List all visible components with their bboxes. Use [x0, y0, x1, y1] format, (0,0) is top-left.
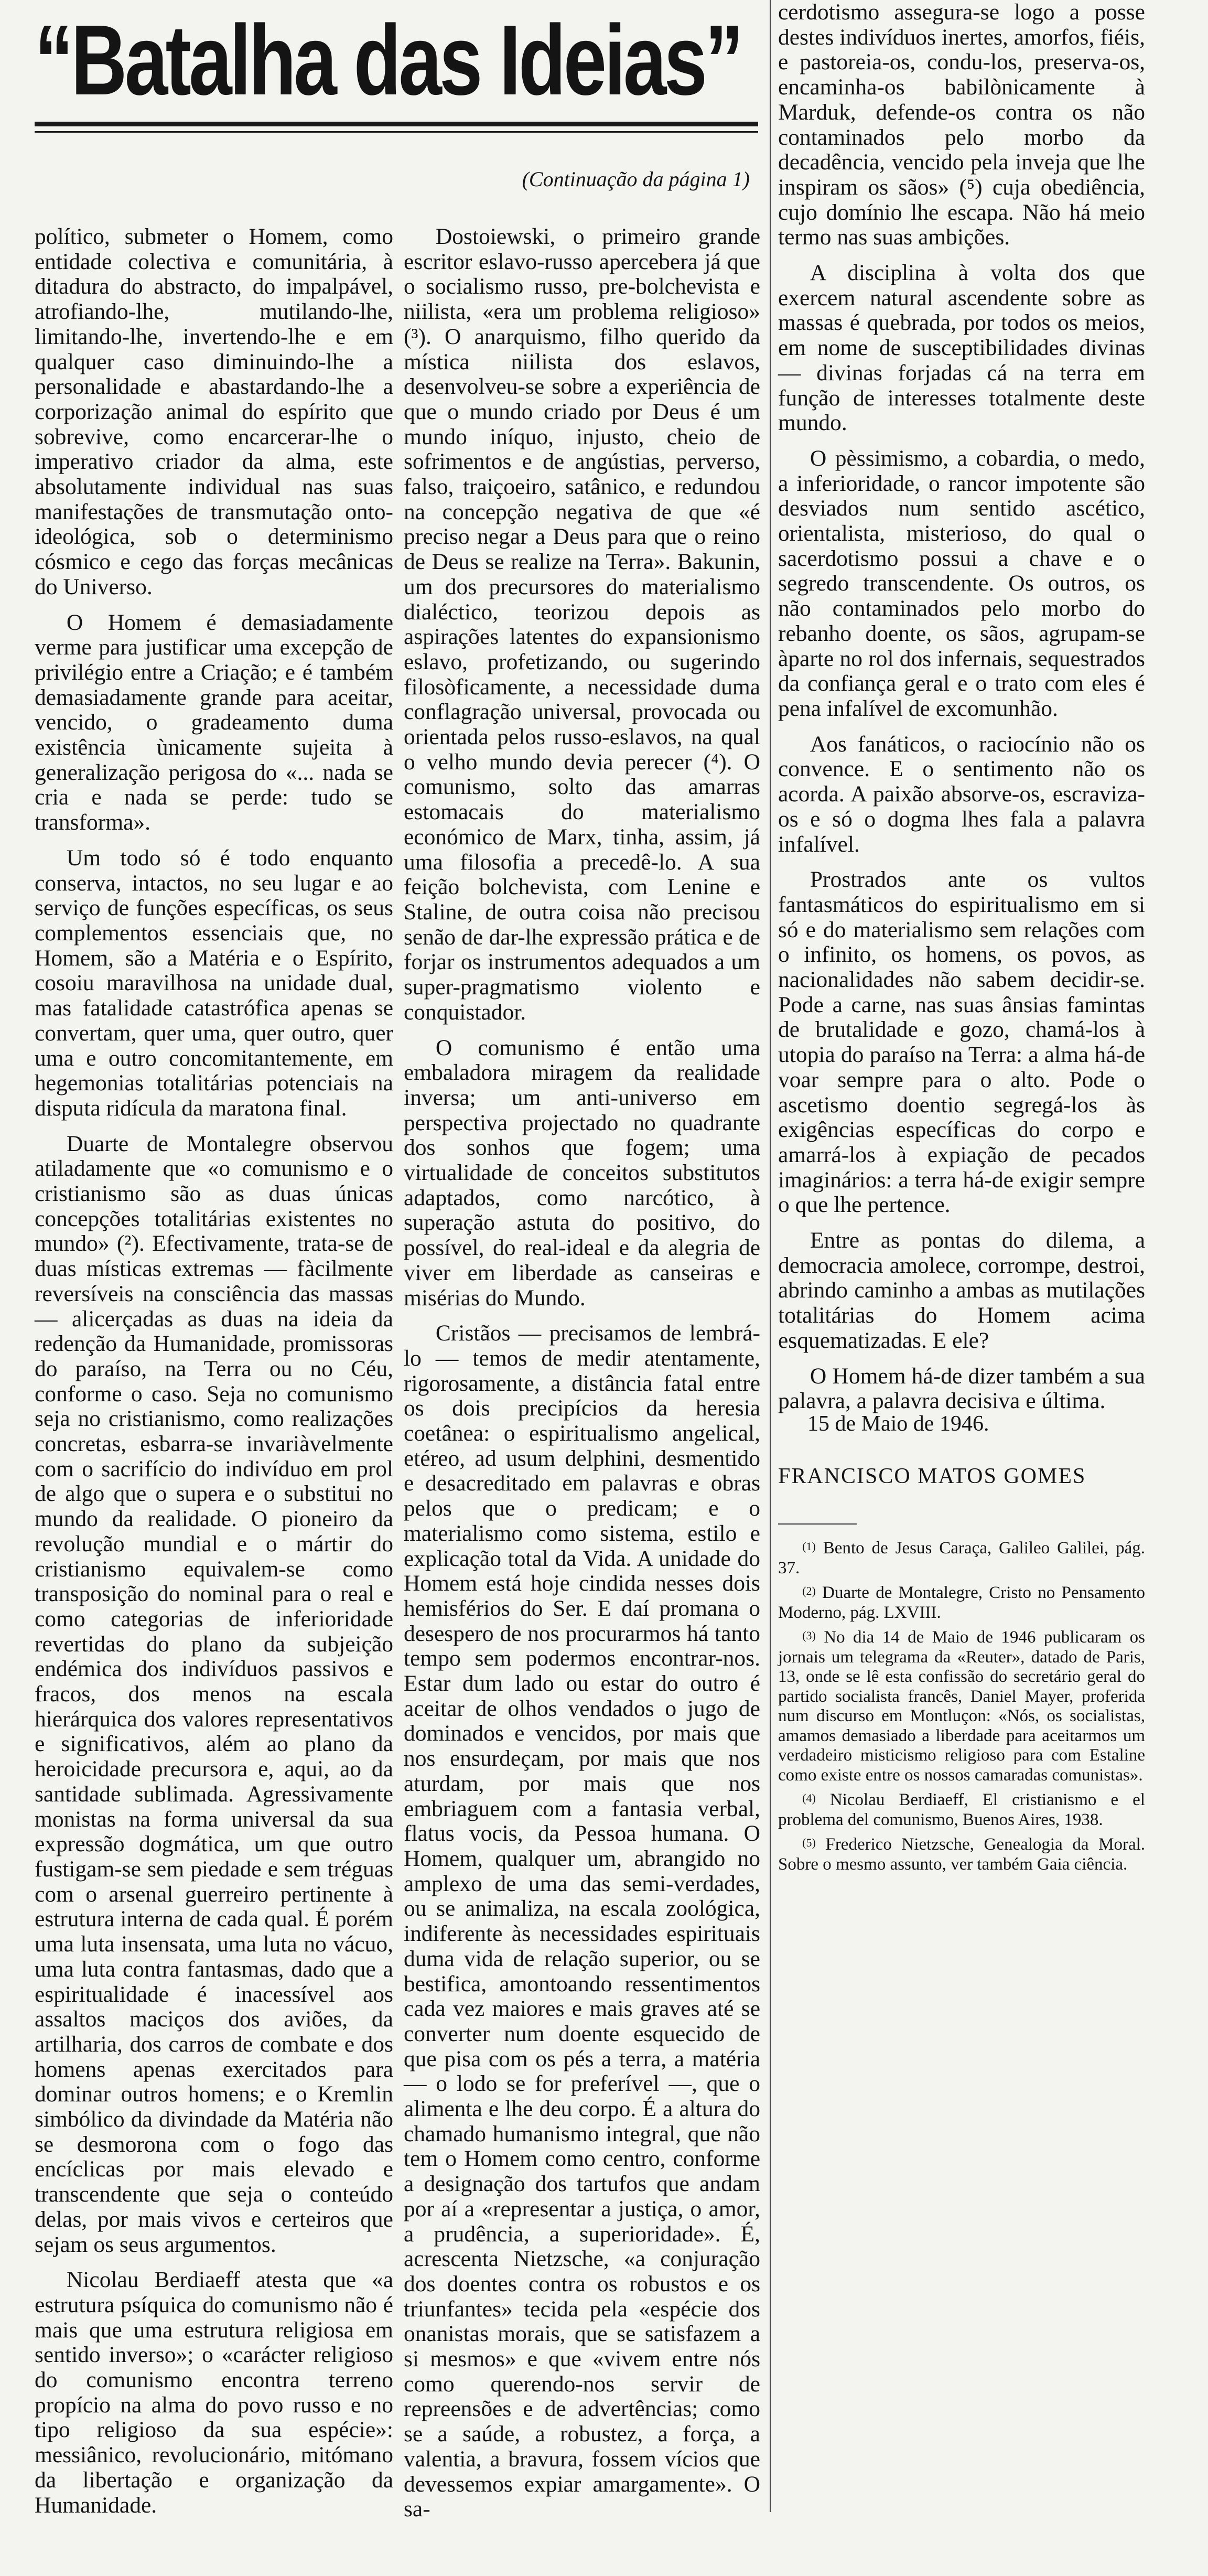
paragraph: Entre as pontas do dilema, a democracia amolece, corrompe, destroi, abrindo caminho a ambas as mutilações totalitárias do Homem acima esquematizadas. E ele? — [778, 1228, 1145, 1353]
footnote: $^{(5)}$ Frederico Nietzsche, Genealogia da Moral. Sobre o mesmo assunto, ver também Gaia ciência. — [778, 1835, 1146, 1874]
paragraph: Nicolau Berdiaeff atesta que «a estrutura psíquica do comunismo não é mais que uma estrutura religiosa em sentido inverso»; o «carácter religioso do comunismo encontra terreno propício na alma do povo russo e no tipo religioso da sua espécie»: messiânico, revolucionário, mitómano da libertação e organização da Humanidade. — [35, 2267, 393, 2518]
author-signature: FRANCISCO MATOS GOMES — [778, 1464, 1086, 1488]
paragraph: Cristãos — precisamos de lembrá-lo — temos de medir atentamente, rigorosamente, a distância fatal entre os dois precipícios da heresia coetânea: o espiritualismo angelical, etéreo, ad usum delphini, desmentido e desacreditado em palavras e obras pelos que o predicam; e o materialismo como sistema, estilo e explicação total da Vida. A unidade do Homem está hoje cindida nesses dois hemisférios do Ser. E daí promana o desespero de nos procurarmos há tanto tempo sem podermos encontrar-nos. Estar dum lado ou estar do outro é aceitar de olhos vendados o jugo de dominados e vencidos, por mais que nos ensurdeçam, por mais que nos aturdam, por mais que nos embriaguem com a fantasia verbal, flatus vocis, da Pessoa humana. O Homem, qualquer um, abrangido no amplexo de uma das semi-verdades, ou se animaliza, na escala zoológica, indiferente às necessidades espirituais duma vida de relação superior, ou se bestifica, amontoando ressentimentos cada vez maiores e mais graves até se converter num doente esquecido de que pisa com os pés a terra, a matéria — o lodo se for preferível —, que o alimenta e lhe deu corpo. É a altura do chamado humanismo integral, que não tem o Homem como centro, conforme a designação dos tartufos que andam por aí a «representar a justiça, o amor, a prudência, a superioridade». É, acrescenta Nietzsche, «a conjuração dos doentes contra os robustos e os triunfantes» tecida pela «espécie dos onanistas morais, que se satisfazem a si mesmos» e que «vivem entre nós como querendo-nos servir de repreensões e de advertências; como se a saúde, a robustez, a força, a valentia, a bravura, fossem vícios que devessemos expiar amargamente». O sa- — [404, 1321, 760, 2522]
paragraph: O pèssimismo, a cobardia, o medo, a inferioridade, o rancor impotente são desviados num sentido ascético, orientalista, misterioso, do qual o sacerdotismo possui a chave e o segredo transcendente. Os outros, os não contaminados pelo morbo do rebanho doente, os sãos, agrupam-se àparte no rol dos infernais, sequestrados da confiança geral e o trato com eles é pena infalível de excomunhão. — [778, 445, 1145, 721]
footnote: $^{(3)}$ No dia 14 de Maio de 1946 publicaram os jornais um telegrama da «Reuter», datado de Paris, 13, onde se lê esta confissão do secretário geral do partido socialista francês, Daniel Mayer, proferida num discurso em Montluçon: «Nós, os socialistas, amamos demasiado a liberdade para aceitarmos um verdadeiro misticismo religioso para com Estaline como existe entre os nossos camaradas comunistas». — [778, 1628, 1145, 1785]
title-rule-thin — [35, 131, 758, 133]
paragraph: político, submeter o Homem, como entidade colectiva e comunitária, à ditadura do abstracto, do impalpável, atrofiando-lhe, mutilando-lhe, limitando-lhe, invertendo-lhe e em qualquer caso diminuindo-lhe a personalidade e abastardando-lhe a corporização animal do espírito que sobrevive, como encarcerar-lhe o imperativo criador da alma, este absolutamente individual nas suas manifestações de transmutação onto-ideológica, sob o determinismo cósmico e cego das forças mecânicas do Universo. — [35, 224, 393, 599]
article-column-2 — [404, 224, 760, 2542]
paragraph: A disciplina à volta dos que exercem natural ascendente sobre as massas é quebrada, por todos os meios, em nome de susceptibilidades divinas — divinas forjadas cá na terra em função de interesses totalmente deste mundo. — [778, 260, 1145, 436]
paragraph: Dostoiewski, o primeiro grande escritor eslavo-russo apercebera já que o socialismo russo, pre-bolchevista e niilista, «era um problema religioso» (³). O anarquismo, filho querido da mística niilista dos eslavos, desenvolveu-se sobre a experiência de que o mundo criado por Deus é um mundo iníquo, injusto, cheio de sofrimentos e de angústias, perverso, falso, traiçoeiro, satânico, e redundou na concepção negativa de que «é preciso negar a Deus para que o reino de Deus se realize na Terra». Bakunin, um dos precursores do materialismo dialéctico, teorizou depois as aspirações latentes do expansionismo eslavo, profetizando, ou sugerindo filosòficamente, a necessidade duma conflagração universal, provocada ou orientada pelos russo-eslavos, na qual o velho mundo devia perecer (⁴). O comunismo, solto das amarras estomacais do materialismo económico de Marx, tinha, assim, já uma filosofia a precedê-lo. A sua feição bolchevista, com Lenine e Staline, de outra coisa não precisou senão de dar-lhe expressão prática e de forjar os instrumentos adequados a um super-pragmatismo violento e conquistador. — [404, 224, 760, 1025]
article-date: 15 de Maio de 1946. — [807, 1412, 989, 1436]
paragraph: O Homem é demasiadamente verme para justificar uma excepção de privilégio entre a Criação; e é também demasiadamente grande para aceitar, vencido, o gradeamento duma existência ùnicamente sujeita à generalização perigosa do «... nada se cria e nada se perde: tudo se transforma». — [35, 609, 393, 835]
paragraph: Duarte de Montalegre observou atiladamente que «o comunismo e o cristianismo são as duas únicas concepções totalitárias existentes no mundo» (²). Efectivamente, trata-se de duas místicas extremas — fàcilmente reversíveis na consciência das massas — alicerçadas as duas na ideia da redenção da Humanidade, promissoras do paraíso, na Terra ou no Céu, conforme o caso. Seja no comunismo seja no cristianismo, como realizações concretas, esbarra-se invariàvelmente com o sacrifício do indivíduo em prol de algo que o supera e o substitui no mundo da realidade. O pioneiro da revolução mundial e o mártir do cristianismo equivalem-se como transposição do nominal para o real e como categorias de inferioridade revertidas do plano da subjeição endémica dos indivíduos passivos e fracos, dos menos na escala hierárquica dos valores representativos e significativos, além ao plano da heroicidade precursora e, aqui, ao da santidade sublimada. Agressivamente monistas na forma universal da sua expressão dogmática, um que outro fustigam-se sem piedade e sem tréguas com o arsenal guerreiro pertinente à estrutura interna de cada qual. É porém uma luta insensata, uma luta no vácuo, uma luta contra fantasmas, dado que a espiritualidade é inacessível aos assaltos maciços dos aviões, da artilharia, dos carros de combate e dos homens apenas exercitados para dominar outros homens; e o Kremlin simbólico da divindade da Matéria não se desmorona com o fogo das encíclicas por mais elevado e transcendente que seja o conteúdo delas, por mais vivos e certeiros que sejam os seus argumentos. — [35, 1131, 393, 2257]
footnote-rule — [778, 1523, 857, 1525]
article-column-3 — [778, 0, 1145, 1414]
paragraph: Prostrados ante os vultos fantasmáticos do espiritualismo em si só e do materialismo sem relações com o infinito, os homens, os povos, as nacionalidades não sabem decidir-se. Pode a carne, nas suas ânsias famintas de brutalidade e gozo, chamá-los à utopia do paraíso na Terra: a alma há-de voar sempre para o alto. Pode o ascetismo doentio segregá-los às exigências específicas do corpo e amarrá-los à expiação de pecados imaginários: a terra há-de exigir sempre o que lhe pertence. — [778, 867, 1145, 1218]
continuation-note: (Continuação da página 1) — [522, 167, 750, 191]
paragraph: Aos fanáticos, o raciocínio não os convence. E o sentimento não os acorda. A paixão absorve-os, escraviza-os e só o dogma lhes fala a palavra infalível. — [778, 731, 1145, 857]
footnote: $^{(2)}$ Duarte de Montalegre, Cristo no Pensamento Moderno, pág. LXVIII. — [778, 1583, 1146, 1622]
title-rule-thick — [35, 122, 758, 126]
paragraph: O comunismo é então uma embaladora miragem da realidade inversa; um anti-universo em perspectiva projectado no quadrante dos sonhos que fogem; uma virtualidade de conceitos substitutos adaptados, como narcótico, à superação astuta do positivo, do possível, do real-ideal e da alegria de viver em liberdade as canseiras e misérias do Mundo. — [404, 1035, 760, 1311]
footnote: $^{(1)}$ Bento de Jesus Caraça, Galileo Galilei, pág. 37. — [778, 1539, 1146, 1577]
paragraph: O Homem há-de dizer também a sua palavra, a palavra decisiva e última. — [778, 1363, 1145, 1414]
column-divider — [770, 0, 771, 2512]
footnote: $^{(4)}$ Nicolau Berdiaeff, El cristianismo e el problema del comunismo, Buenos Aires, 1938. — [778, 1790, 1145, 1829]
article-title: “Batalha das Ideias” — [35, 5, 741, 116]
footnotes — [778, 1537, 1145, 1877]
article-column-1 — [35, 224, 393, 2518]
paragraph: cerdotismo assegura-se logo a posse destes indivíduos inertes, amorfos, fiéis, e pastoreia-os, condu-los, preserva-os, encaminha-os babilònicamente à Marduk, defende-os contra os não contaminados pelo morbo da decadência, vencido pela inveja que lhe inspiram os sãos» (⁵) cuja obediência, cujo domínio lhe escapa. Não há meio termo nas suas ambições. — [778, 0, 1145, 250]
paragraph: Um todo só é todo enquanto conserva, intactos, no seu lugar e ao serviço de funções específicas, os seus complementos essenciais que, no Homem, são a Matéria e o Espírito, cosoiu maravilhosa na unidade dual, mas fatalidade catastrófica apenas se convertam, quer uma, quer outro, quer uma e outro concomitantemente, em hegemonias totalitárias potenciais na disputa ridícula da maratona final. — [35, 845, 393, 1121]
